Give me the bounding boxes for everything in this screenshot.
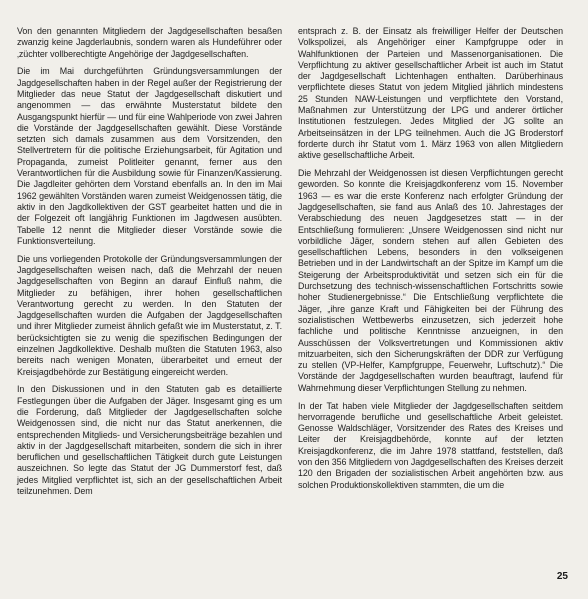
- paragraph: Die Mehrzahl der Weidgenossen ist diesen Verpflichtungen gerecht geworden. So konnte die Kreisjagdkonferenz vom 15. November 1963 — es war die erste Konferenz nach erfolgter Gründung der Jagdgesellschaften, sie fand aus Anlaß des 10. Jahrestages der Verabschiedung des neuen Jagdgesetzes statt — in der Entschließung formulieren: „Unsere Weidgenossen sind nicht nur vorbildliche Jäger, sondern stehen auf allen Gebieten des gesellschaftlichen Lebens, besonders in den volkseigenen Betrieben und in der Landwirtschaft an der Spitze im Kampf um die Steigerung der Arbeitsproduktivität und setzen sich ein für die Durchsetzung des technisch-wissenschaftlichen Fortschritts sowie hoher Studienergebnisse.“ Die Entschließung verpflichtete die Jäger, „ihre ganze Kraft und Fähigkeiten bei der Führung des sozialistischen Wettbewerbs einzusetzen, sich jederzeit hohe fachliche und politische Kenntnisse anzueignen, in den Ausschüssen der Volksvertretungen und Kommissionen aktiv mitzuarbeiten, sich den Sicherungskräften der DDR zur Verfügung zu stellen (VP-Helfer, Kampfgruppe, Feuerwehr, Luftschutz).“ Die Vorstände der Jagdgesellschaften wurden beauftragt, laufend für Wahrnehmung dieser Verpflichtungen Stellung zu nehmen.: [298, 168, 563, 393]
- paragraph: Von den genannten Mitgliedern der Jagdgesellschaften besaßen zwanzig keine Jagderlaubnis, sondern waren als Hundeführer oder ‚züchter vollberechtigte Angehörige der Jagdgesellschaften.: [17, 26, 282, 59]
- right-text-column: [298, 26, 563, 497]
- left-text-column: [17, 26, 282, 504]
- page-number: 25: [556, 571, 568, 582]
- paragraph: Die im Mai durchgeführten Gründungsversammlungen der Jagdgesellschaften haben in der Regel außer der Registrierung der Mitglieder das neue Statut der Jagdgesellschaft diskutiert und angenommen — das erwähnte Musterstatut bildete den Ausgangspunkt hierfür — und für eine Wahlperiode von zwei Jahren die Vorstände der Jagdgesellschaften gewählt. Diese Vorstände setzten sich damals zusammen aus dem Vorsitzenden, den Stellvertretern für die politische Erziehungsarbeit, für Agitation und Propaganda, zumeist Politleiter genannt, ferner aus den Verantwortlichen für die Ausbildung sowie für Finanzen/Kassierung. Die Jagdleiter gehörten dem Vorstand ebenfalls an. In den im Mai 1962 gewählten Vorständen waren zumeist Weidgenossen tätig, die aktiv in den Jagdkollektiven der GST gearbeitet hatten und die in der Folgezeit oft langjährig Funktionen im Jagdwesen ausübten. Tabelle 12 nennt die Mitglieder dieser Vorstände sowie die Funktionsverteilung.: [17, 66, 282, 246]
- paragraph: In der Tat haben viele Mitglieder der Jagdgesellschaften seitdem hervorragende berufliche und gesellschaftliche Arbeit geleistet. Genosse Waldschläger, Vorsitzender des Rates des Kreises und Leiter der Kreisjagdbehörde, konnte auf der letzten Kreisjagdkonferenz, die im Jahre 1978 stattfand, feststellen, daß von den 356 Mitgliedern von Jagdgesellschaften des Kreises derzeit 120 den Brigaden der sozialistischen Arbeit angehörten bzw. aus solchen Produktionskollektiven stammten, die um die: [298, 400, 563, 490]
- paragraph: Die uns vorliegenden Protokolle der Gründungsversammlungen der Jagdgesellschaften weisen nach, daß die Mehrzahl der neuen Jagdgesellschaften von Beginn an darauf Einfluß nahm, die Mitglieder zu befähigen, ihrer hohen gesellschaftlichen Verantwortung gerecht zu werden. In den Statuten der Jagdgesellschaften wurden die Aufgaben der Jagdgesellschaften und ihrer Mitglieder zumeist ähnlich gefaßt wie im Musterstatut, z. T. berücksichtigten sie zu wenig die spezifischen Bedingungen der einzelnen Jagdkollektive. Deshalb mußten die Statuten 1963, also bereits nach wenigen Monaten, überarbeitet und erneut der Kreisjagdbehörde zur Bestätigung eingereicht werden.: [17, 253, 282, 377]
- paragraph: In den Diskussionen und in den Statuten gab es detaillierte Festlegungen über die Aufgaben der Jäger. Insgesamt ging es um die Forderung, daß Mitglieder der Jagdgesellschaften solche Weidgenossen sind, die nicht nur das Statut anerkennen, die entsprechenden Mitglieds- und Versicherungsbeiträge bezahlen und aktiv in der Jagdgesellschaft mitarbeiten, sondern die sich in ihrer beruflichen und gesellschaftlichen Tätigkeit durch gute Leistungen auszeichnen. So legte das Statut der JG Dummerstorf fest, daß jedes Mitglied verpflichtet ist, sich an der gesellschaftlichen Arbeit teilzunehmen. Dem: [17, 384, 282, 497]
- paragraph: entsprach z. B. der Einsatz als freiwilliger Helfer der Deutschen Volkspolizei, als Angehöriger einer Kampfgruppe oder in Wahlfunktionen der Parteien und Massenorganisationen. Die Verpflichtung zu aktiver gesellschaftlicher Arbeit ist auch im Statut der Jagdgesellschaft Lichtenhagen enthalten. Darüberhinaus verpflichtete dieses Statut von jedem Mitglied jährlich mindestens 25 Stunden NAW-Leistungen und verpflichtete den Vorstand, Maßnahmen zur Unterstützung der LPG und anderer örtlicher Institutionen festzulegen. Jedes Mitglied der JG sollte an Arbeitseinsätzen in der LPG teilnehmen. Auch die JG Broderstorf forderte durch ihr Statut vom 1. März 1963 von allen Mitgliedern aktive gesellschaftliche Arbeit.: [298, 26, 563, 161]
